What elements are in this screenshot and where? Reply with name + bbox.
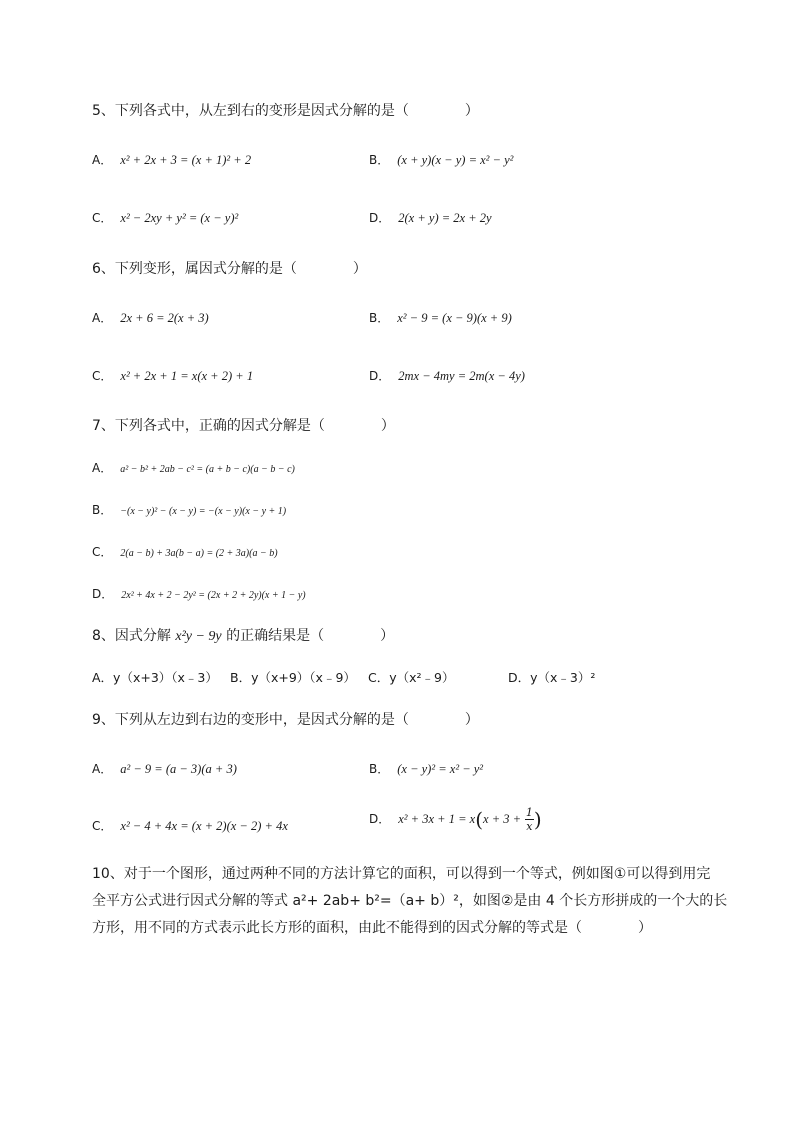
q10-line-2: 全平方公式进行因式分解的等式 a²+ 2ab+ b²=（a+ b）²，如图②是由 4 个长方形拼成的一个大的长 [92, 893, 728, 909]
q9-c-expr: x² − 4 + 4x = (x + 2)(x − 2) + 4x [120, 819, 288, 833]
option-label: B． [369, 311, 390, 325]
q7-b-expr: −(x − y)² − (x − y) = −(x − y)(x − y + 1) [120, 506, 287, 517]
q5-b-expr: (x + y)(x − y) = x² − y² [397, 153, 514, 167]
fraction-numerator: 1 [525, 806, 533, 819]
option-label: A． [92, 153, 113, 167]
q7-d-expr: 2x² + 4x + 2 − 2y² = (2x + 2 + 2y)(x + 1 − y) [121, 590, 306, 601]
fraction-denominator: x [526, 820, 533, 833]
q9-a-expr: a² − 9 = (a − 3)(a + 3) [120, 762, 237, 776]
q7-option-a[interactable] [92, 459, 295, 476]
q9-b-expr: (x − y)² = x² − y² [397, 762, 484, 776]
option-label: A． [92, 311, 113, 325]
q9-d-expr-inner: x + 3 + [483, 812, 522, 826]
q8-stem-post: 的正确结果是（ ） [221, 628, 395, 644]
right-paren: ) [533, 807, 542, 832]
q8-stem-expr: x²y − 9y [175, 629, 222, 644]
option-label: C． [92, 545, 113, 559]
q9-option-a[interactable] [92, 760, 237, 777]
q7-a-expr: a² − b² + 2ab − c² = (a + b − c)(a − b − c) [120, 464, 295, 475]
q6-d-expr: 2mx − 4my = 2m(x − 4y) [398, 369, 525, 383]
q5-c-expr: x² − 2xy + y² = (x − y)² [120, 211, 239, 225]
q5-option-b[interactable] [369, 151, 513, 168]
option-label: B． [369, 762, 390, 776]
q6-c-expr: x² + 2x + 1 = x(x + 2) + 1 [120, 369, 254, 383]
q9-option-d[interactable] [369, 806, 542, 833]
question-8-stem [92, 625, 394, 645]
q5-option-a[interactable] [92, 151, 251, 168]
option-label: B． [92, 503, 113, 517]
q6-option-c[interactable] [92, 367, 253, 384]
option-label: D． [369, 369, 391, 383]
option-label: D． [92, 587, 114, 601]
q8-option-b[interactable]: B．y（x+9）（x﹣9） [230, 670, 356, 685]
option-label: D． [369, 211, 391, 225]
q6-b-expr: x² − 9 = (x − 9)(x + 9) [397, 311, 512, 325]
q6-a-expr: 2x + 6 = 2(x + 3) [120, 311, 209, 325]
q9-d-fraction [525, 806, 534, 833]
q5-d-expr: 2(x + y) = 2x + 2y [398, 211, 492, 225]
q9-option-c[interactable] [92, 817, 288, 834]
q6-option-d[interactable] [369, 367, 525, 384]
q8-stem-pre: 8、因式分解 [92, 628, 176, 644]
q8-option-a[interactable]: A．y（x+3）（x﹣3） [92, 670, 218, 685]
left-paren: ( [475, 807, 484, 832]
q5-a-expr: x² + 2x + 3 = (x + 1)² + 2 [120, 153, 252, 167]
option-label: A． [92, 762, 113, 776]
q7-c-expr: 2(a − b) + 3a(b − a) = (2 + 3a)(a − b) [120, 548, 278, 559]
q7-option-d[interactable] [92, 585, 306, 602]
q7-option-b[interactable] [92, 501, 286, 518]
q5-option-d[interactable] [369, 209, 492, 226]
option-label: C． [92, 819, 113, 833]
q8-options-row [92, 668, 595, 686]
question-10-stem [92, 861, 752, 942]
q6-option-b[interactable] [369, 309, 512, 326]
q10-line-1: 10、对于一个图形，通过两种不同的方法计算它的面积，可以得到一个等式，例如图①可以得到用完 [92, 866, 711, 882]
question-7-stem: 7、下列各式中，正确的因式分解是（ ） [92, 418, 395, 434]
q7-option-c[interactable] [92, 543, 278, 560]
q8-option-c[interactable]: C．y（x²﹣9） [368, 670, 455, 685]
q6-option-a[interactable] [92, 309, 209, 326]
q10-line-3: 方形，用不同的方式表示此长方形的面积，由此不能得到的因式分解的等式是（ ） [92, 920, 652, 936]
option-label: C． [92, 211, 113, 225]
option-label: A． [92, 461, 113, 475]
question-6-stem: 6、下列变形，属因式分解的是（ ） [92, 261, 367, 277]
q9-option-b[interactable] [369, 760, 483, 777]
option-label: B． [369, 153, 390, 167]
q9-d-expr-pre: x² + 3x + 1 = x [398, 812, 476, 826]
question-9-stem: 9、下列从左边到右边的变形中，是因式分解的是（ ） [92, 712, 479, 728]
question-5-stem: 5、下列各式中，从左到右的变形是因式分解的是（ ） [92, 103, 479, 119]
option-label: C． [92, 369, 113, 383]
q8-option-d[interactable]: D．y（x﹣3）² [508, 670, 596, 685]
q5-option-c[interactable] [92, 209, 238, 226]
option-label: D． [369, 812, 391, 826]
